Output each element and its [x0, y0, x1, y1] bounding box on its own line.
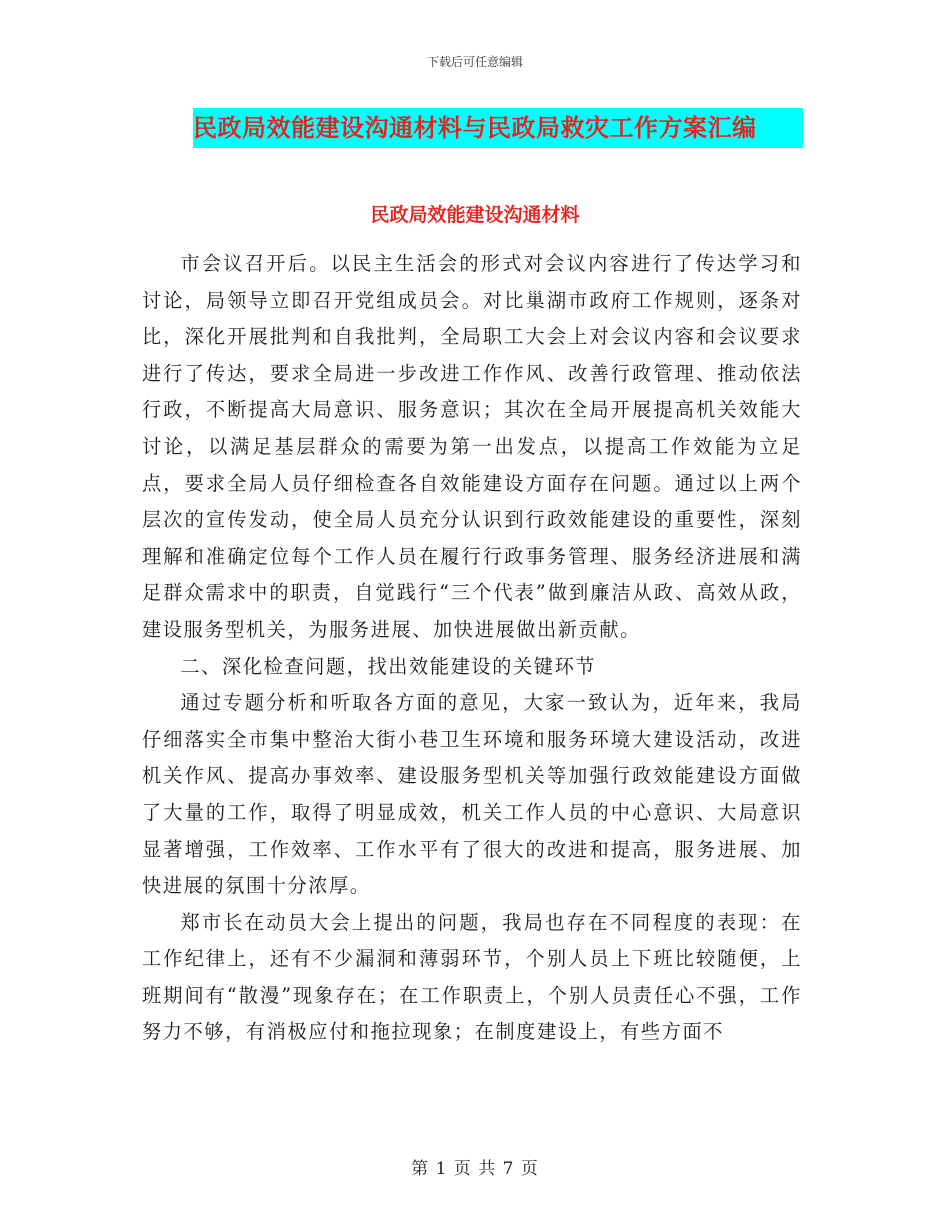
main-title-highlight: [193, 108, 803, 148]
paragraph: 通过专题分析和听取各方面的意见，大家一致认为，近年来，我局仔细落实全市集中整治大街小巷卫生环境和服务环境大建设活动，改进机关作风、提高办事效率、建设服务型机关等加强行政效能建设方面做了大量的工作，取得了明显成效，机关工作人员的中心意识、大局意识显著增强，工作效率、工作水平有了很大的改进和提高，服务进展、加快进展的氛围十分浓厚。: [142, 691, 802, 898]
main-title: 民政局效能建设沟通材料与民政局救灾工作方案汇编: [193, 114, 757, 142]
header-note: 下载后可任意编辑: [426, 55, 523, 69]
paragraph: 市会议召开后。以民主生活会的形式对会议内容进行了传达学习和讨论，局领导立即召开党组成员会。对比巢湖市政府工作规则，逐条对比，深化开展批判和自我批判，全局职工大会上对会议内容和会议要求进行了传达，要求全局进一步改进工作作风、改善行政管理、推动依法行政，不断提高大局意识、服务意识；其次在全局开展提高机关效能大讨论，以满足基层群众的需要为第一出发点，以提高工作效能为立足点，要求全局人员仔细检查各自效能建设方面存在问题。通过以上两个层次的宣传发动，使全局人员充分认识到行政效能建设的重要性，深刻理解和准确定位每个工作人员在履行行政事务管理、服务经济进展和满足群众需求中的职责，自觉践行“三个代表”做到廉洁从政、高效从政，建设服务型机关，为服务进展、加快进展做出新贡献。: [142, 252, 802, 641]
paragraph: 郑市长在动员大会上提出的问题，我局也存在不同程度的表现：在工作纪律上，还有不少漏洞和薄弱环节，个别人员上下班比较随便，上班期间有“散漫”现象存在；在工作职责上，个别人员责任心不强，工作努力不够，有消极应付和拖拉现象；在制度建设上，有些方面不: [142, 910, 802, 1044]
page-number-footer: 第 1 页 共 7 页: [411, 1159, 539, 1179]
section-title: 民政局效能建设沟通材料: [370, 204, 580, 226]
body-text: [142, 246, 802, 1051]
section-heading: 二、深化检查问题，找出效能建设的关键环节: [180, 654, 597, 678]
